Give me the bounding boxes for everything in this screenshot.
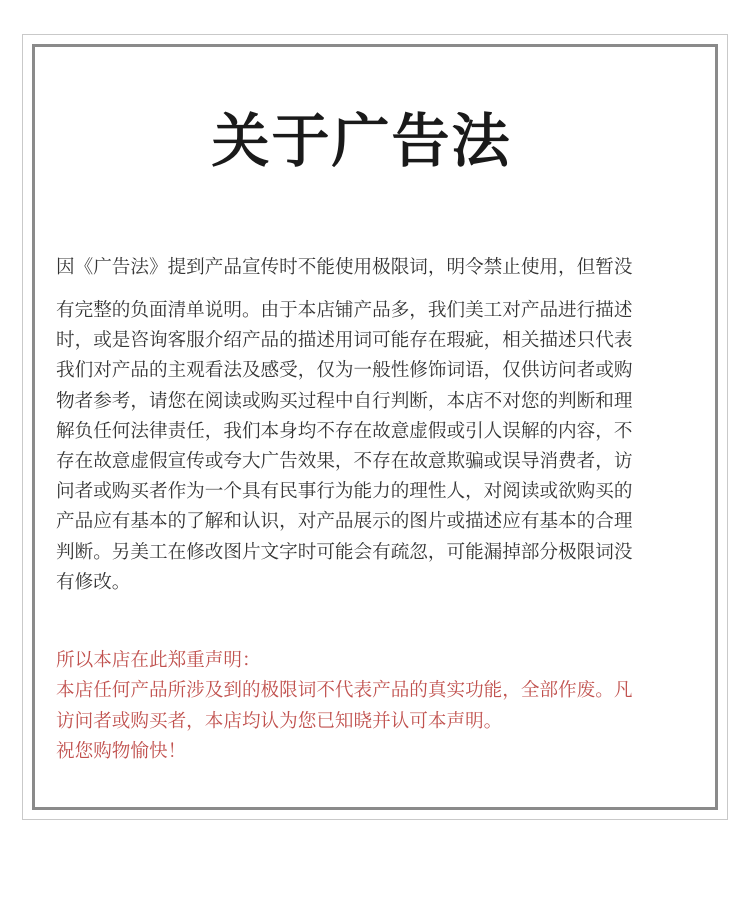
paragraph-line: 解负任何法律责任，我们本身均不存在故意虚假或引人误解的内容，不 [56,420,633,442]
paragraph-line: 有完整的负面清单说明。由于本店铺产品多，我们美工对产品进行描述 [56,300,633,321]
paragraph-line: 物者参考，请您在阅读或购买过程中自行判断，本店不对您的判断和理 [56,390,633,412]
notice-line: 祝您购物愉快！ [56,741,187,763]
paragraph-line: 时，或是咨询客服介绍产品的描述用词可能存在瑕疵，相关描述只代表 [56,330,633,352]
paragraph-line: 存在故意虚假宣传或夸大广告效果，不存在故意欺骗或误导消费者，访 [56,451,633,473]
paragraph-line: 产品应有基本的了解和认识，对产品展示的图片或描述应有基本的合理 [56,511,633,533]
paragraph-line: 判断。另美工在修改图片文字时可能会有疏忽，可能漏掉部分极限词没 [56,541,633,563]
notice-line: 访问者或购买者，本店均认为您已知晓并认可本声明。 [56,710,503,732]
notice-line: 所以本店在此郑重声明： [56,650,261,671]
intro-paragraph [56,296,696,598]
paragraph-line: 有修改。 [56,571,131,593]
page-title: 关于广告法 [211,107,512,175]
paragraph-line: 我们对产品的主观看法及感受，仅为一般性修饰词语，仅供访问者或购 [56,360,633,382]
intro-first-line: 因《广告法》提到产品宣传时不能使用极限词，明令禁止使用，但暂没 [56,257,633,278]
paragraph-line: 问者或购买者作为一个具有民事行为能力的理性人，对阅读或欲购买的 [56,481,633,503]
notice-statement [56,646,696,768]
notice-line: 本店任何产品所涉及到的极限词不代表产品的真实功能，全部作废。凡 [56,680,633,702]
